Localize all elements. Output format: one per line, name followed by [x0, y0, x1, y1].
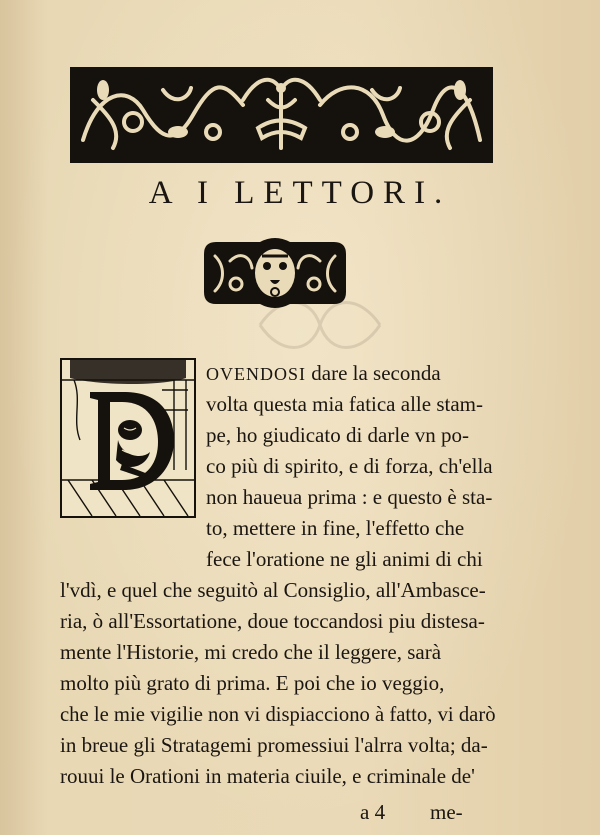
woodcut-headpiece	[70, 67, 493, 163]
text-line-11: molto più grato di prima. E poi che io veggio,	[60, 671, 445, 695]
text-line-5: non haueua prima : e questo è sta-	[206, 485, 493, 509]
text-line-2: volta questa mia fatica alle stam-	[206, 392, 483, 416]
text-line-1	[206, 363, 441, 384]
text-line-7: fece l'oratione ne gli animi di chi	[206, 547, 483, 571]
text-line-8: l'vdì, e quel che seguitò al Consiglio, all'Ambasce-	[60, 578, 486, 602]
historiated-initial-d	[60, 358, 196, 518]
text-line-3: pe, ho giudicato di darle vn po-	[206, 423, 470, 447]
signature-mark: a 4	[360, 800, 386, 824]
text-line-9: ria, ò all'Essortatione, doue toccandosi piu distesa-	[60, 609, 485, 633]
text-line-10: mente l'Historie, mi credo che il leggere, sarà	[60, 640, 442, 664]
opening-word: OVENDOSI	[206, 364, 306, 384]
text-line-13: in breue gli Stratagemi promessiui l'alrra volta; da-	[60, 733, 488, 757]
mask-ornament	[200, 236, 350, 310]
text-line-1-rest: dare la seconda	[311, 361, 441, 385]
text-line-6: to, mettere in fine, l'effetto che	[206, 516, 465, 540]
text-line-12: che le mie vigilie non vi dispiacciono à fatto, vi darò	[60, 702, 496, 726]
text-line-14: rouui le Orationi in materia ciuile, e criminale de'	[60, 764, 475, 788]
page-title: A I LETTORI.	[148, 175, 452, 211]
catchword: me-	[430, 800, 463, 824]
text-line-4: co più di spirito, e di forza, ch'ella	[206, 454, 493, 478]
